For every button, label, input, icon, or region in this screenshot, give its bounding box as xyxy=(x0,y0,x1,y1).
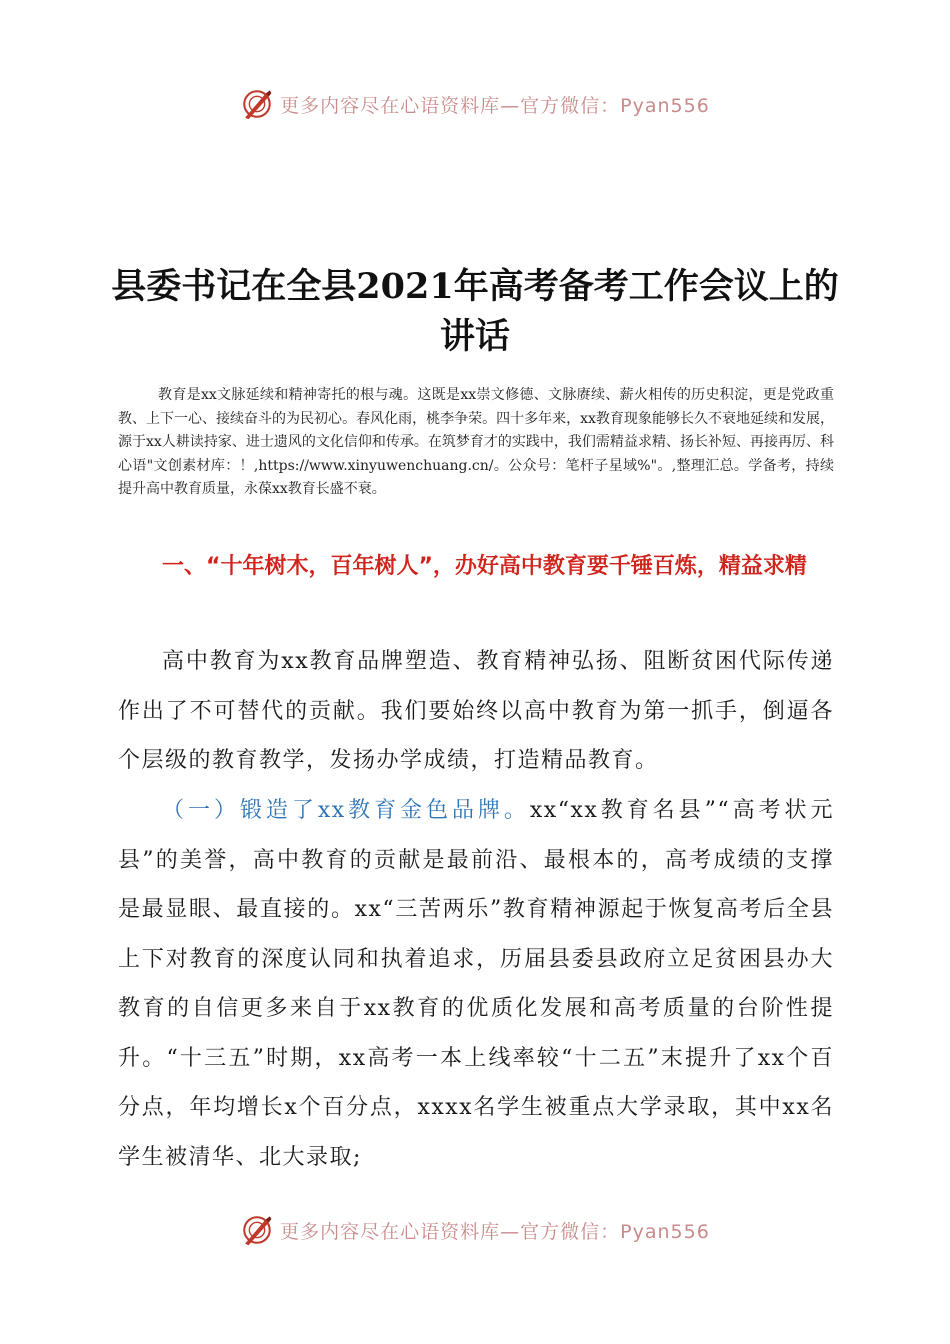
footer-watermark xyxy=(0,1210,950,1250)
pen-logo-icon xyxy=(240,1213,274,1247)
section-heading-1: 一、“十年树木，百年树人”，办好高中教育要千锤百炼，精益求精 xyxy=(162,554,807,579)
watermark-text: 更多内容尽在心语资料库—官方微信：Pyan556 xyxy=(280,1220,710,1243)
watermark-text: 更多内容尽在心语资料库—官方微信：Pyan556 xyxy=(280,94,710,117)
pen-logo-icon xyxy=(240,87,274,121)
intro-paragraph: 教育是xx文脉延续和精神寄托的根与魂。这既是xx崇文修德、文脉赓续、薪火相传的历史积淀，更是党政重教、上下一心、接续奋斗的为民初心。春风化雨，桃李争荣。四十多年来，xx教育现象能够长久不衰地延续和发展，源于xx人耕读持家、进士遗风的文化信仰和传承。在筑梦育才的实践中，我们需精益求精、扬长补短、再接再厉、科心语"文创素材库：！,https://www.xinyuwenchuang.cn/。公众号：笔杆子星域%"。,整理汇总。学备考，持续提升高中教育质量，永葆xx教育长盛不衰。 xyxy=(118,387,834,498)
document-title: 县委书记在全县2021年高考备考工作会议上的讲话 xyxy=(111,266,839,357)
subsection-heading-1: （一）锻造了xx教育金色品牌。 xyxy=(162,798,530,823)
body-paragraph-2 xyxy=(118,786,834,1182)
header-watermark xyxy=(0,84,950,124)
subsection-body-1: xx“xx教育名县”“高考状元县”的美誉，高中教育的贡献是最前沿、最根本的，高考成绩的支撑是最显眼、最直接的。xx“三苦两乐”教育精神源起于恢复高考后全县上下对教育的深度认同和执着追求，历届县委县政府立足贫困县办大教育的自信更多来自于xx教育的优质化发展和高考质量的台阶性提升。“十三五”时期，xx高考一本上线率较“十二五”末提升了xx个百分点，年均增长x个百分点，xxxx名学生被重点大学录取，其中xx名学生被清华、北大录取; xyxy=(118,798,834,1170)
body-paragraph-1: 高中教育为xx教育品牌塑造、教育精神弘扬、阻断贫困代际传递作出了不可替代的贡献。我们要始终以高中教育为第一抓手，倒逼各个层级的教育教学，发扬办学成绩，打造精品教育。 xyxy=(118,649,834,773)
